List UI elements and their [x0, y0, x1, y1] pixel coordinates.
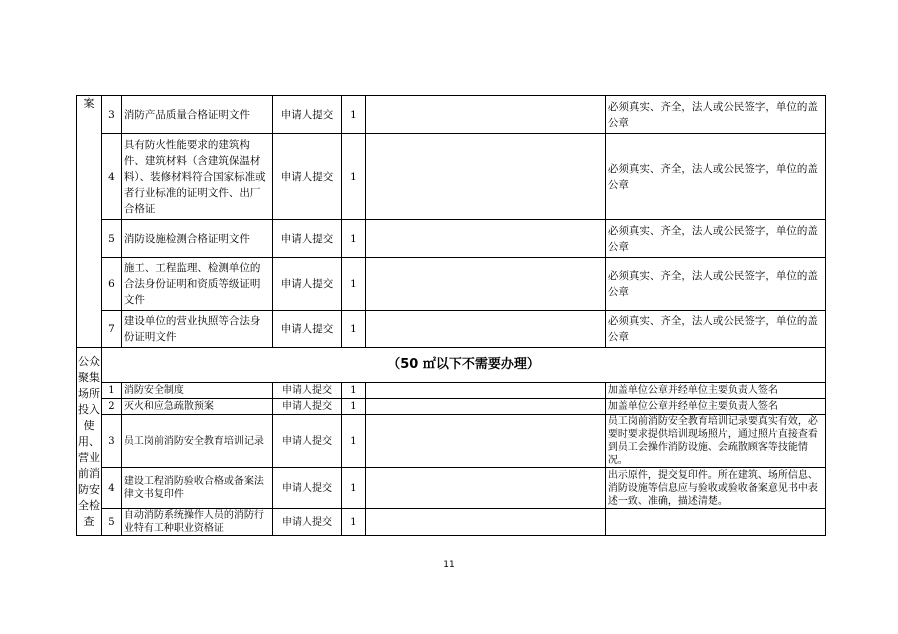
submitter: 申请人提交 [273, 509, 342, 536]
quantity: 1 [341, 96, 365, 134]
quantity: 1 [341, 311, 365, 348]
row-index: 3 [102, 415, 122, 468]
requirement: 必须真实、齐全，法人或公民签字，单位的盖公章 [605, 220, 825, 258]
requirement: 出示原件，提交复印件。所在建筑、场所信息、消防设施等信息应与验收或验收备案意见书中表述一致、准确，描述清楚。 [605, 468, 825, 509]
quantity: 1 [341, 383, 365, 399]
blank-cell [365, 134, 605, 220]
submitter: 申请人提交 [273, 415, 342, 468]
requirement: 加盖单位公章并经单位主要负责人签名 [605, 399, 825, 415]
blank-cell [365, 399, 605, 415]
row-index: 1 [102, 383, 122, 399]
blank-cell [365, 220, 605, 258]
material-name: 建设单位的营业执照等合法身份证明文件 [121, 311, 272, 348]
material-name: 灭火和应急疏散预案 [121, 399, 272, 415]
material-name: 具有防火性能要求的建筑构件、建筑材料（含建筑保温材料）、装修材料符合国家标准或者行业标准的证明文件、出厂合格证 [121, 134, 272, 220]
row-index: 5 [102, 220, 122, 258]
row-index: 6 [102, 258, 122, 311]
requirements-table [76, 95, 826, 536]
requirement: 必须真实、齐全，法人或公民签字，单位的盖公章 [605, 258, 825, 311]
category-cell: 公众聚集场所投入使用、营业前消防安全检查 [77, 348, 102, 536]
blank-cell [365, 415, 605, 468]
blank-cell [365, 258, 605, 311]
section-banner: （50 ㎡以下不需要办理） [102, 348, 826, 383]
submitter: 申请人提交 [273, 96, 342, 134]
requirement: 必须真实、齐全，法人或公民签字，单位的盖公章 [605, 134, 825, 220]
blank-cell [365, 96, 605, 134]
material-name: 建设工程消防验收合格或备案法律文书复印件 [121, 468, 272, 509]
submitter: 申请人提交 [273, 134, 342, 220]
quantity: 1 [341, 509, 365, 536]
table-row [77, 509, 826, 536]
table-row [77, 383, 826, 399]
material-name: 消防安全制度 [121, 383, 272, 399]
table-row [77, 96, 826, 134]
quantity: 1 [341, 468, 365, 509]
material-name: 员工岗前消防安全教育培训记录 [121, 415, 272, 468]
requirement: 员工岗前消防安全教育培训记录要真实有效，必要时要求提供培训现场照片，通过照片直接查看到员工会操作消防设施、会疏散顾客等技能情况。 [605, 415, 825, 468]
quantity: 1 [341, 220, 365, 258]
table-row [77, 311, 826, 348]
page-number: 11 [443, 560, 455, 570]
row-index: 4 [102, 468, 122, 509]
row-index: 7 [102, 311, 122, 348]
blank-cell [365, 383, 605, 399]
material-name: 消防产品质量合格证明文件 [121, 96, 272, 134]
blank-cell [365, 468, 605, 509]
requirement: 必须真实、齐全，法人或公民签字，单位的盖公章 [605, 96, 825, 134]
table-row [77, 468, 826, 509]
blank-cell [365, 509, 605, 536]
submitter: 申请人提交 [273, 258, 342, 311]
requirement: 必须真实、齐全，法人或公民签字，单位的盖公章 [605, 311, 825, 348]
row-index: 2 [102, 399, 122, 415]
submitter: 申请人提交 [273, 399, 342, 415]
blank-cell [365, 311, 605, 348]
quantity: 1 [341, 415, 365, 468]
submitter: 申请人提交 [273, 383, 342, 399]
requirement [605, 509, 825, 536]
quantity: 1 [341, 134, 365, 220]
quantity: 1 [341, 399, 365, 415]
row-index: 5 [102, 509, 122, 536]
row-index: 3 [102, 96, 122, 134]
requirement: 加盖单位公章并经单位主要负责人签名 [605, 383, 825, 399]
table-row [77, 258, 826, 311]
table-row [77, 220, 826, 258]
submitter: 申请人提交 [273, 220, 342, 258]
submitter: 申请人提交 [273, 311, 342, 348]
quantity: 1 [341, 258, 365, 311]
table-row [77, 348, 826, 383]
category-cell: 案 [77, 96, 102, 348]
table-row [77, 134, 826, 220]
material-name: 施工、工程监理、检测单位的合法身份证明和资质等级证明文件 [121, 258, 272, 311]
material-name: 自动消防系统操作人员的消防行业特有工种职业资格证 [121, 509, 272, 536]
submitter: 申请人提交 [273, 468, 342, 509]
table-row [77, 399, 826, 415]
table-row [77, 415, 826, 468]
row-index: 4 [102, 134, 122, 220]
material-name: 消防设施检测合格证明文件 [121, 220, 272, 258]
